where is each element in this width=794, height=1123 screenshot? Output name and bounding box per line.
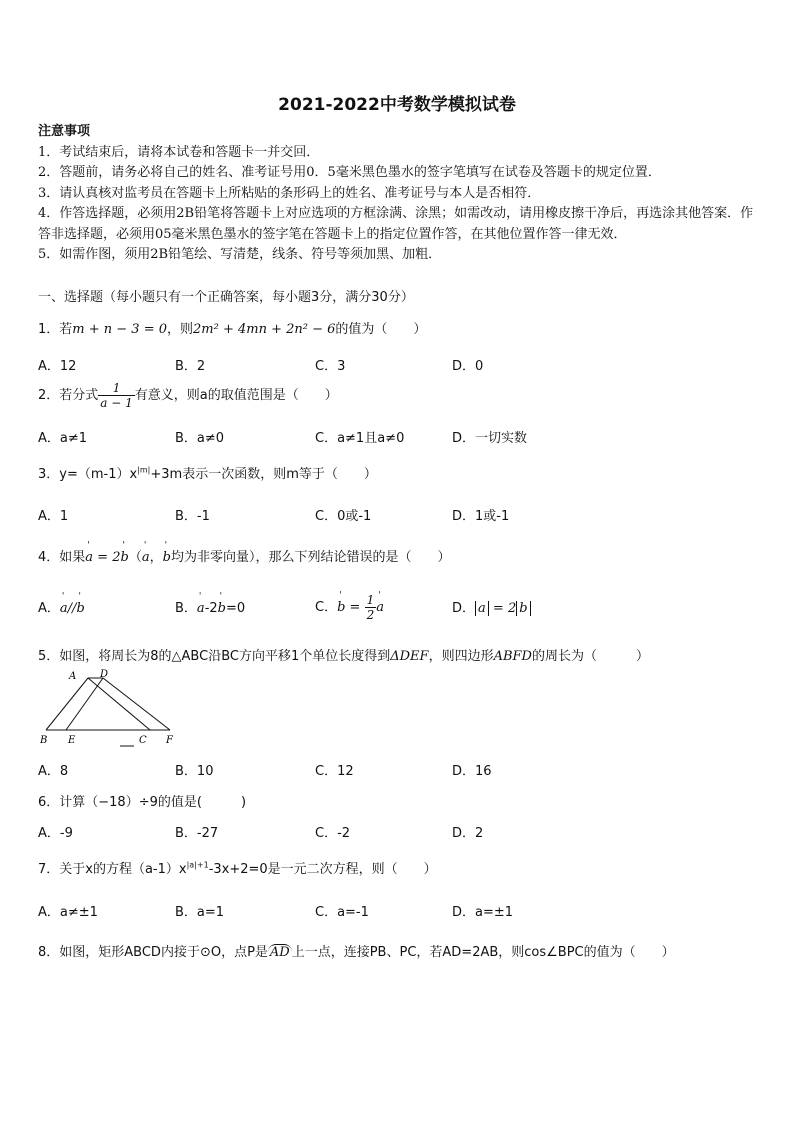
- option-a[interactable]: A．12: [38, 359, 77, 374]
- option-a[interactable]: A．1: [38, 509, 69, 524]
- q3-suffix: +3m表示一次函数，则m等于（ ）: [150, 467, 377, 482]
- option-b[interactable]: B．a≠0: [175, 431, 225, 446]
- question-4: [38, 546, 450, 565]
- q4-options: [38, 593, 758, 622]
- section-heading: 一、选择题（每小题只有一个正确答案，每小题3分，满分30分）: [38, 290, 414, 305]
- option-b[interactable]: B．2: [175, 359, 206, 374]
- point-label: E: [68, 735, 76, 746]
- q4-suffix: 均为非零向量），那么下列结论错误的是（ ）: [170, 550, 451, 565]
- option-c[interactable]: C．-2: [315, 826, 351, 841]
- q7-suffix: -3x+2=0是一元二次方程，则（ ）: [208, 862, 437, 877]
- q3-exponent: |m|: [137, 465, 151, 475]
- point-label: F: [166, 735, 173, 746]
- option-d[interactable]: D．0: [452, 359, 484, 374]
- q2-options: [38, 427, 758, 447]
- q4-prefix: 4．如果: [38, 550, 86, 565]
- vector-b: ' b: [218, 601, 226, 616]
- q8-prefix: 8．如图，矩形ABCD内接于⊙O，点P是: [38, 945, 268, 960]
- option-d[interactable]: [452, 597, 531, 616]
- q4-paren: （: [128, 550, 142, 565]
- option-d[interactable]: D．1或-1: [452, 509, 510, 524]
- point-label: D: [100, 669, 109, 680]
- q2-numerator: 1: [98, 381, 134, 396]
- option-d[interactable]: D．2: [452, 826, 484, 841]
- q1-expression: 2m² + 4mn + 2n² − 6: [193, 322, 336, 337]
- q5-triangle: ΔDEF: [390, 649, 429, 664]
- option-d-equals: = 2: [488, 601, 517, 616]
- q3-prefix: 3．y=（m-1）x: [38, 467, 138, 482]
- q2-fraction: [98, 381, 134, 410]
- q5-quadrilateral: ABFD: [493, 649, 532, 664]
- point-label: B: [40, 735, 48, 746]
- q1-prefix: 1．若: [38, 322, 73, 337]
- option-c[interactable]: C．3: [315, 359, 346, 374]
- q2-denominator: a − 1: [100, 396, 133, 410]
- notes-heading: 注意事项: [38, 124, 91, 139]
- q3-options: [38, 505, 758, 525]
- question-8: [38, 941, 675, 960]
- abs-vector-a: a: [475, 601, 489, 616]
- vector-a: ' a: [142, 550, 150, 565]
- vector-a: ' a: [197, 601, 205, 616]
- q5-prefix: 5．如图，将周长为8的△ABC沿BC方向平移1个单位长度得到: [38, 649, 391, 664]
- point-label: C: [139, 735, 147, 746]
- option-b[interactable]: B．a=1: [175, 905, 225, 920]
- option-label: B．: [175, 601, 197, 616]
- option-label: D．: [452, 601, 476, 616]
- option-c[interactable]: C．0或-1: [315, 509, 372, 524]
- q5-figure: [38, 668, 183, 750]
- vector-a: ' a: [85, 550, 93, 565]
- option-c[interactable]: C．a≠1且a≠0: [315, 431, 405, 446]
- q4-equals: = 2: [93, 550, 121, 565]
- option-d[interactable]: D．16: [452, 764, 492, 779]
- q1-mid: ，则: [167, 322, 194, 337]
- q6-options: [38, 822, 758, 842]
- page-title: 2021-2022中考数学模拟试卷: [278, 95, 516, 115]
- q5-suffix: 的周长为（ ）: [531, 649, 649, 664]
- option-c[interactable]: [315, 593, 384, 622]
- option-c-equals: =: [345, 600, 365, 615]
- question-5: [38, 645, 649, 664]
- option-b[interactable]: B．-1: [175, 509, 210, 524]
- q5-mid: ，则四边形: [428, 649, 494, 664]
- option-a[interactable]: A．8: [38, 764, 69, 779]
- option-b[interactable]: B．10: [175, 764, 214, 779]
- note-item: 4．作答选择题，必须用2B铅笔将答题卡上对应选项的方框涂满、涂黑；如需改动，请用橡皮擦干净后，再选涂其他答案．作答非选择题，必须用05毫米黑色墨水的签字笔在答题卡上的指定位置作答，在其他位置作答一律无效．: [38, 206, 754, 242]
- option-b[interactable]: [175, 597, 245, 616]
- vector-b: ' b: [76, 601, 84, 616]
- note-item: 2．答题前，请务必将自己的姓名、准考证号用0．5毫米黑色墨水的签字笔填写在试卷及答题卡的规定位置．: [38, 165, 661, 180]
- notes-block: [38, 122, 758, 266]
- option-c[interactable]: C．12: [315, 764, 354, 779]
- option-label: C．: [315, 600, 338, 615]
- vector-a: ' a: [60, 601, 68, 616]
- arc-ad: AD: [269, 945, 290, 960]
- note-item: 1．考试结束后，请将本试卷和答题卡一并交回．: [38, 144, 320, 160]
- option-c[interactable]: C．a=-1: [315, 905, 369, 920]
- question-7: [38, 858, 437, 877]
- q1-options: [38, 355, 758, 375]
- option-a[interactable]: A．-9: [38, 826, 73, 841]
- option-d[interactable]: D．a=±1: [452, 905, 514, 920]
- question-3: [38, 463, 377, 482]
- option-label: A．: [38, 601, 60, 616]
- option-a[interactable]: A．a≠1: [38, 431, 88, 446]
- option-d[interactable]: D．一切实数: [452, 431, 528, 446]
- abs-vector-b: b: [516, 601, 530, 616]
- q1-suffix: 的值为（ ）: [335, 322, 427, 337]
- q7-exponent: |a|+1: [186, 860, 209, 870]
- fraction-numerator: 1: [366, 593, 375, 607]
- point-label: A: [69, 671, 77, 682]
- q7-options: [38, 901, 758, 921]
- question-6: 6．计算（−18）÷9的值是( ): [38, 795, 247, 810]
- note-item: 5．如需作图，须用2B铅笔绘、写清楚，线条、符号等须加黑、加粗．: [38, 247, 442, 262]
- vector-a: ' a: [376, 600, 384, 615]
- q2-prefix: 2．若分式: [38, 388, 99, 403]
- fraction-denominator: 2: [366, 608, 375, 622]
- vector-b: ' b: [337, 600, 345, 615]
- option-a[interactable]: [38, 597, 85, 616]
- q8-suffix: 上一点，连接PB、PC，若AD=2AB，则cos∠BPC的值为（ ）: [291, 945, 675, 960]
- note-item: 3．请认真核对监考员在答题卡上所粘贴的条形码上的姓名、准考证号与本人是否相符．: [38, 185, 541, 201]
- option-b-operator: -2: [204, 601, 218, 616]
- vector-b: ' b: [120, 550, 128, 565]
- option-a[interactable]: A．a≠±1: [38, 905, 98, 920]
- option-b[interactable]: B．-27: [175, 826, 219, 841]
- q2-suffix: 有意义，则a的取值范围是（ ）: [134, 388, 338, 403]
- vector-b: ' b: [163, 550, 171, 565]
- q1-condition: m + n − 3 = 0: [72, 322, 167, 337]
- question-2: [38, 381, 338, 410]
- q4-comma: ，: [149, 550, 163, 565]
- q7-prefix: 7．关于x的方程（a-1）x: [38, 862, 187, 877]
- option-b-tail: =0: [225, 601, 246, 616]
- parallel-symbol: //: [67, 601, 77, 616]
- question-1: [38, 318, 426, 337]
- half-fraction: [365, 593, 377, 622]
- q5-options: [38, 760, 758, 780]
